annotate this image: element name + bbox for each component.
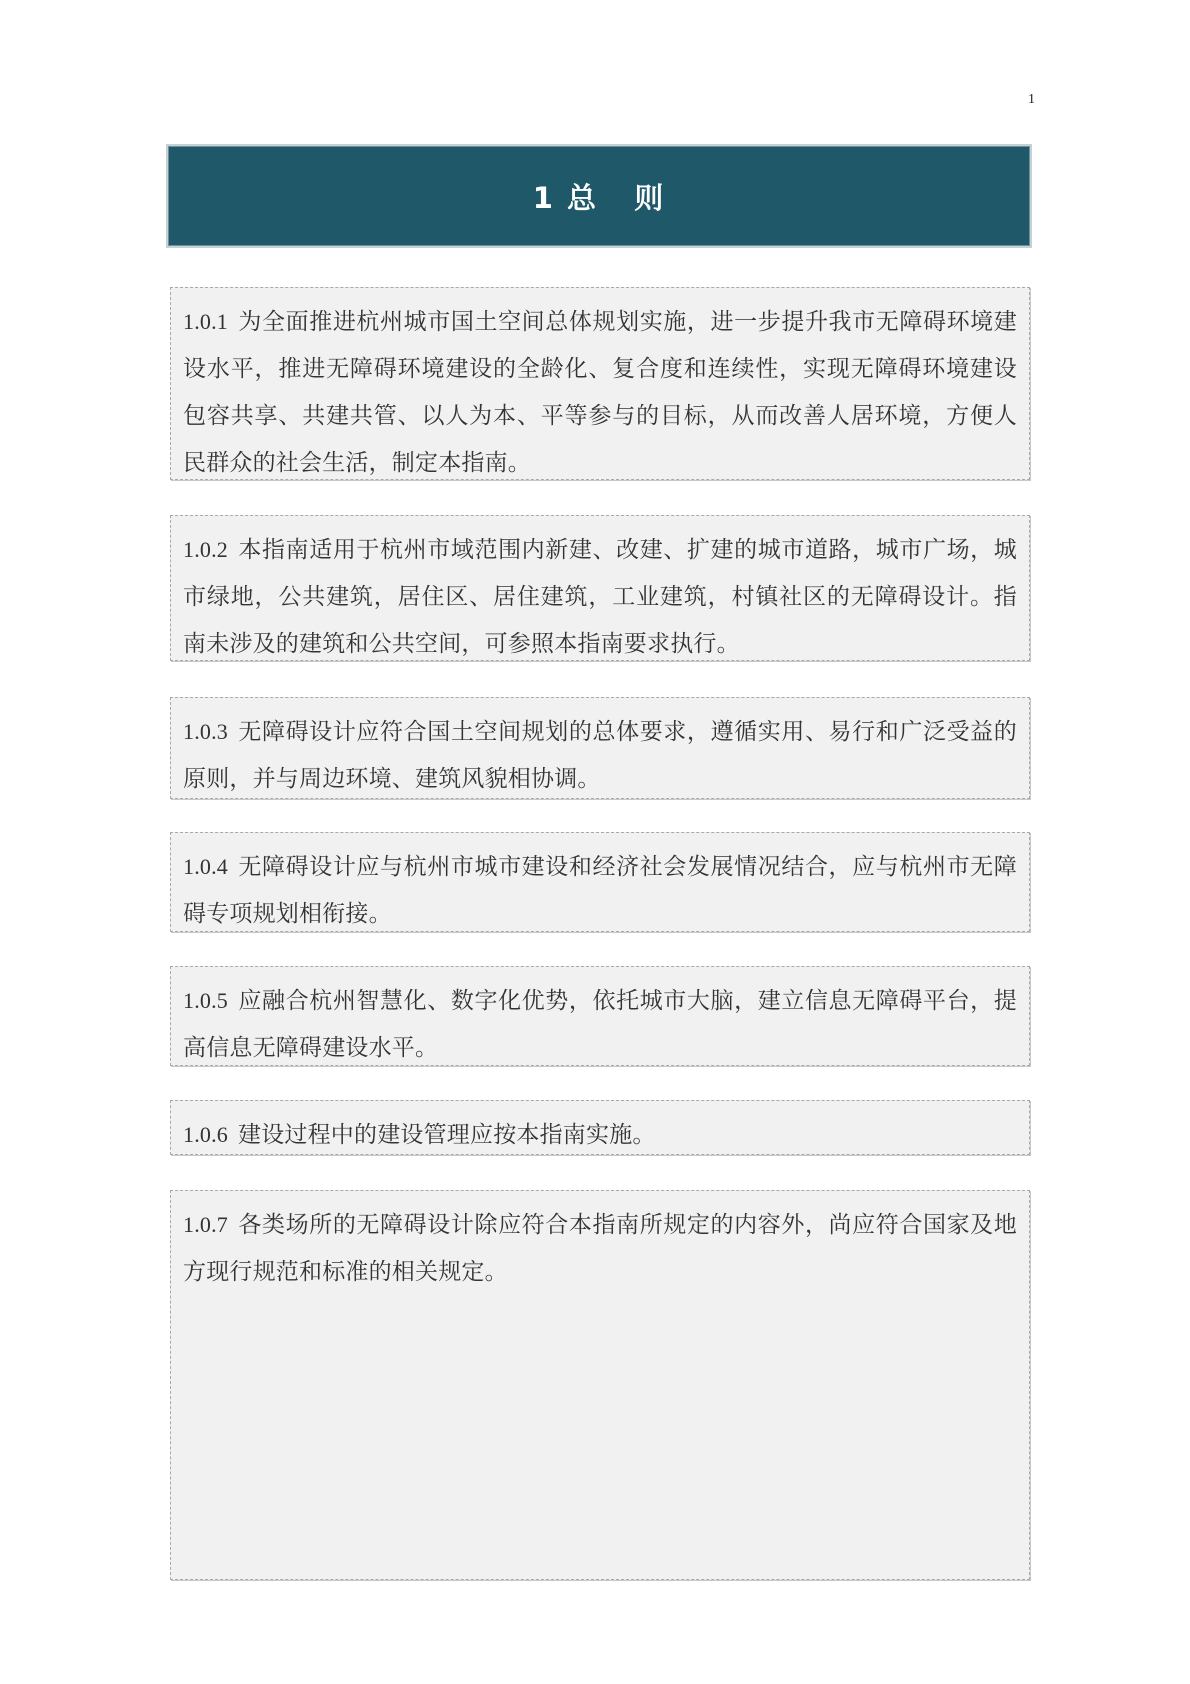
clause-number: 1.0.5 xyxy=(183,988,228,1013)
clause-box-1-0-2 xyxy=(170,515,1030,661)
clause-paragraph xyxy=(183,708,1017,803)
clause-paragraph xyxy=(183,298,1017,487)
clause-box-1-0-5 xyxy=(170,966,1030,1066)
clause-paragraph xyxy=(183,843,1017,938)
clause-number: 1.0.3 xyxy=(183,719,228,744)
clause-text: 建设过程中的建设管理应按本指南实施。 xyxy=(238,1122,656,1148)
clause-number: 1.0.6 xyxy=(183,1122,228,1147)
clause-box-1-0-4 xyxy=(170,832,1030,932)
page-number: 1 xyxy=(1028,92,1035,107)
clause-text: 为全面推进杭州城市国土空间总体规划实施，进一步提升我市无障碍环境建设水平，推进无障碍环境建设的全龄化、复合度和连续性，实现无障碍环境建设包容共享、共建共管、以人为本、平等参与的目标，从而改善人居环境，方便人民群众的社会生活，制定本指南。 xyxy=(183,309,1017,476)
clause-number: 1.0.4 xyxy=(183,854,228,879)
clause-paragraph xyxy=(183,526,1017,668)
clause-text: 应融合杭州智慧化、数字化优势，依托城市大脑，建立信息无障碍平台，提高信息无障碍建设水平。 xyxy=(183,988,1017,1061)
clause-number: 1.0.7 xyxy=(183,1212,228,1237)
clause-text: 无障碍设计应符合国土空间规划的总体要求，遵循实用、易行和广泛受益的原则，并与周边环境、建筑风貌相协调。 xyxy=(183,719,1017,792)
clause-box-1-0-3 xyxy=(170,697,1030,799)
clause-text: 各类场所的无障碍设计除应符合本指南所规定的内容外，尚应符合国家及地方现行规范和标准的相关规定。 xyxy=(183,1212,1017,1285)
clause-box-1-0-1 xyxy=(170,287,1030,480)
chapter-title: 1 总 则 xyxy=(532,180,666,215)
clause-number: 1.0.2 xyxy=(183,537,228,562)
clause-box-1-0-7 xyxy=(170,1190,1030,1580)
clause-text: 无障碍设计应与杭州市城市建设和经济社会发展情况结合，应与杭州市无障碍专项规划相衔接。 xyxy=(183,854,1017,927)
chapter-header xyxy=(168,146,1030,246)
clause-paragraph xyxy=(183,1111,1017,1159)
clause-number: 1.0.1 xyxy=(183,309,228,334)
clause-text: 本指南适用于杭州市域范围内新建、改建、扩建的城市道路，城市广场，城市绿地，公共建筑，居住区、居住建筑，工业建筑，村镇社区的无障碍设计。指南未涉及的建筑和公共空间，可参照本指南要求执行。 xyxy=(183,537,1017,657)
clause-paragraph xyxy=(183,977,1017,1072)
clause-paragraph xyxy=(183,1201,1017,1296)
clause-box-1-0-6 xyxy=(170,1100,1030,1155)
